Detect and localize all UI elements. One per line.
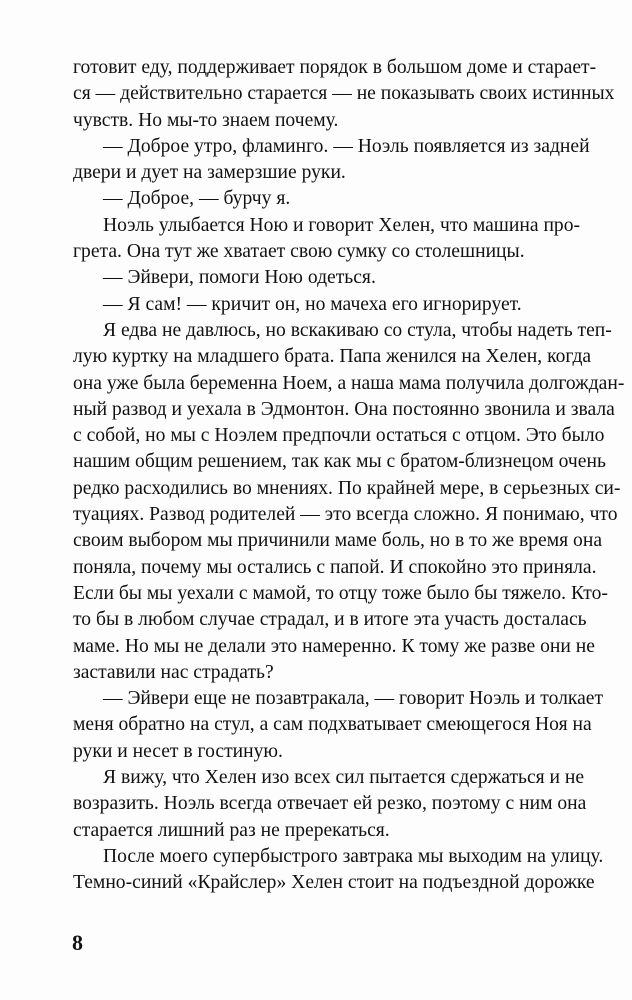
text-line: Я едва не давлюсь, но вскакиваю со стула, чтобы надеть теп- (103, 319, 612, 341)
text-line: Я вижу, что Хелен изо всех сил пытается сдержаться и не (103, 767, 585, 789)
text-line: — Эйвери еще не позавтракала, — говорит Ноэль и толкает (103, 688, 604, 710)
text-line: возразить. Ноэль всегда отвечает ей резко, поэтому с ним она (73, 793, 587, 815)
text-line: Ноэль улыбается Ною и говорит Хелен, что машина про- (103, 214, 581, 236)
text-line: нашим общим решением, так как мы с братом-близнецом очень (73, 451, 606, 473)
text-line: — Доброе утро, фламинго. — Ноэль появляется из задней (103, 135, 590, 157)
page-number: 8 (72, 930, 83, 955)
text-line: меня обратно на стул, а сам подхватывает смеющегося Ноя на (73, 714, 592, 736)
text-line: с собой, но мы с Ноэлем предпочли остаться с отцом. Это было (73, 425, 605, 447)
text-line: Если бы мы уехали с мамой, то отцу тоже было бы тяжело. Кто- (73, 582, 608, 604)
text-line: туациях. Развод родителей — это всегда сложно. Я понимаю, что (73, 504, 618, 526)
text-line: — Я сам! — кричит он, но мачеха его игнорирует. (103, 293, 522, 315)
text-line: чувств. Но мы-то знаем почему. (73, 109, 339, 131)
text-line: старается лишний раз не пререкаться. (73, 819, 390, 841)
text-line: ный развод и уехала в Эдмонтон. Она постоянно звонила и звала (73, 398, 615, 420)
text-line: Темно-синий «Крайслер» Хелен стоит на подъездной дорожке (73, 872, 595, 894)
text-line: двери и дует на замерзшие руки. (73, 162, 346, 184)
text-line: лую куртку на младшего брата. Папа женился на Хелен, когда (73, 346, 592, 368)
text-line: После моего супербыстрого завтрака мы выходим на улицу. (103, 845, 604, 867)
text-line: маме. Но мы не делали это намеренно. К тому же разве они не (73, 635, 595, 657)
text-line: — Эйвери, помоги Ною одеться. (103, 267, 376, 289)
text-line: своим выбором мы причинили маме боль, но в то же время она (73, 530, 603, 552)
body-text (73, 55, 625, 897)
text-line: руки и несет в гостиную. (73, 740, 283, 762)
text-line: то бы в любом случае страдал, и в итоге эта участь досталась (73, 609, 587, 631)
text-line: редко расходились во мнениях. По крайней мере, в серьезных си- (73, 477, 621, 499)
text-line: — Доброе, — бурчу я. (103, 188, 291, 210)
text-line: готовит еду, поддерживает порядок в большом доме и старает- (73, 57, 597, 78)
text-line: грета. Она тут же хватает свою сумку со столешницы. (73, 241, 525, 263)
text-line: заставили нас страдать? (73, 661, 274, 683)
text-line: она уже была беременна Ноем, а наша мама получила долгождан- (73, 372, 625, 394)
text-line: ся — действительно старается — не показывать своих истинных (73, 83, 615, 105)
text-line: поняла, почему мы остались с папой. И спокойно это приняла. (73, 556, 597, 578)
